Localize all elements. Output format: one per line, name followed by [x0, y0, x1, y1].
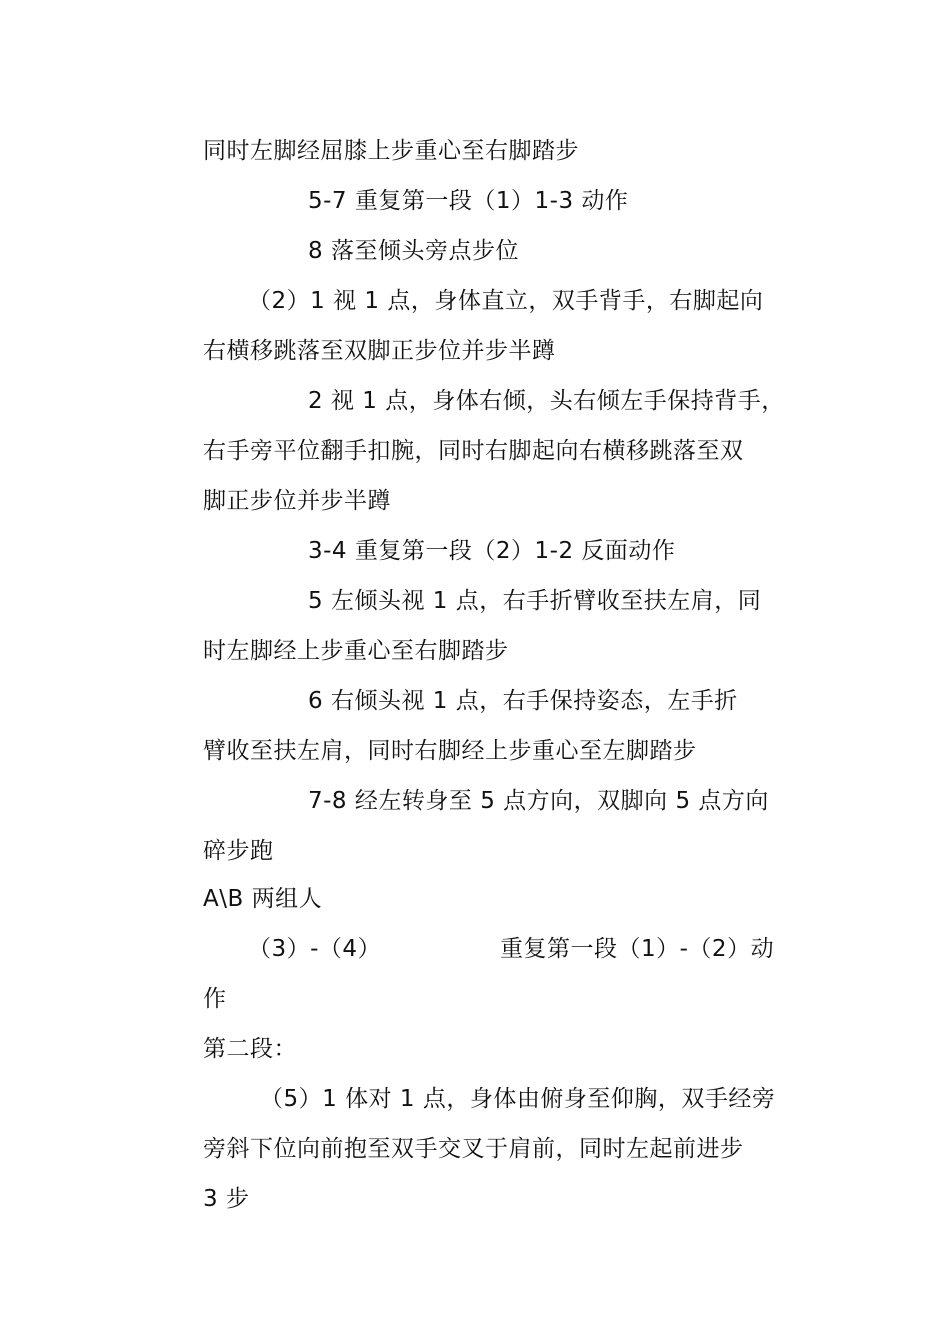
- text-line: 6 右倾头视 1 点，右手保持姿态，左手折: [308, 688, 738, 714]
- text-line: 7-8 经左转身至 5 点方向，双脚向 5 点方向: [308, 788, 769, 814]
- text-line: 碎步跑: [203, 838, 274, 864]
- text-line: （2）1 视 1 点，身体直立，双手背手，右脚起向: [248, 288, 764, 314]
- text-line: 脚正步位并步半蹲: [203, 488, 391, 514]
- text-line: 3-4 重复第一段（2）1-2 反面动作: [308, 538, 676, 564]
- text-line: 2 视 1 点，身体右倾，头右倾左手保持背手，: [308, 388, 785, 414]
- text-line: （3）-（4）: [248, 936, 382, 962]
- text-line: 右手旁平位翻手扣腕，同时右脚起向右横移跳落至双: [203, 438, 744, 464]
- text-line: 时左脚经上步重心至右脚踏步: [203, 638, 509, 664]
- text-line: A\B 两组人: [203, 886, 323, 912]
- text-line: 作: [203, 986, 227, 1012]
- text-line: 5 左倾头视 1 点，右手折臂收至扶左肩，同: [308, 588, 762, 614]
- text-line: 8 落至倾头旁点步位: [308, 238, 519, 264]
- text-line: 3 步: [203, 1186, 250, 1212]
- text-line: 重复第一段（1）-（2）动: [500, 936, 775, 962]
- text-line: 同时左脚经屈膝上步重心至右脚踏步: [203, 138, 579, 164]
- text-line: （5）1 体对 1 点，身体由俯身至仰胸，双手经旁: [260, 1086, 776, 1112]
- text-line: 旁斜下位向前抱至双手交叉于肩前，同时左起前进步: [203, 1136, 744, 1162]
- text-line: 臂收至扶左肩，同时右脚经上步重心至左脚踏步: [203, 738, 697, 764]
- text-line: 5-7 重复第一段（1）1-3 动作: [308, 188, 629, 214]
- text-line: 右横移跳落至双脚正步位并步半蹲: [203, 338, 556, 364]
- section-heading: 第二段：: [203, 1036, 297, 1062]
